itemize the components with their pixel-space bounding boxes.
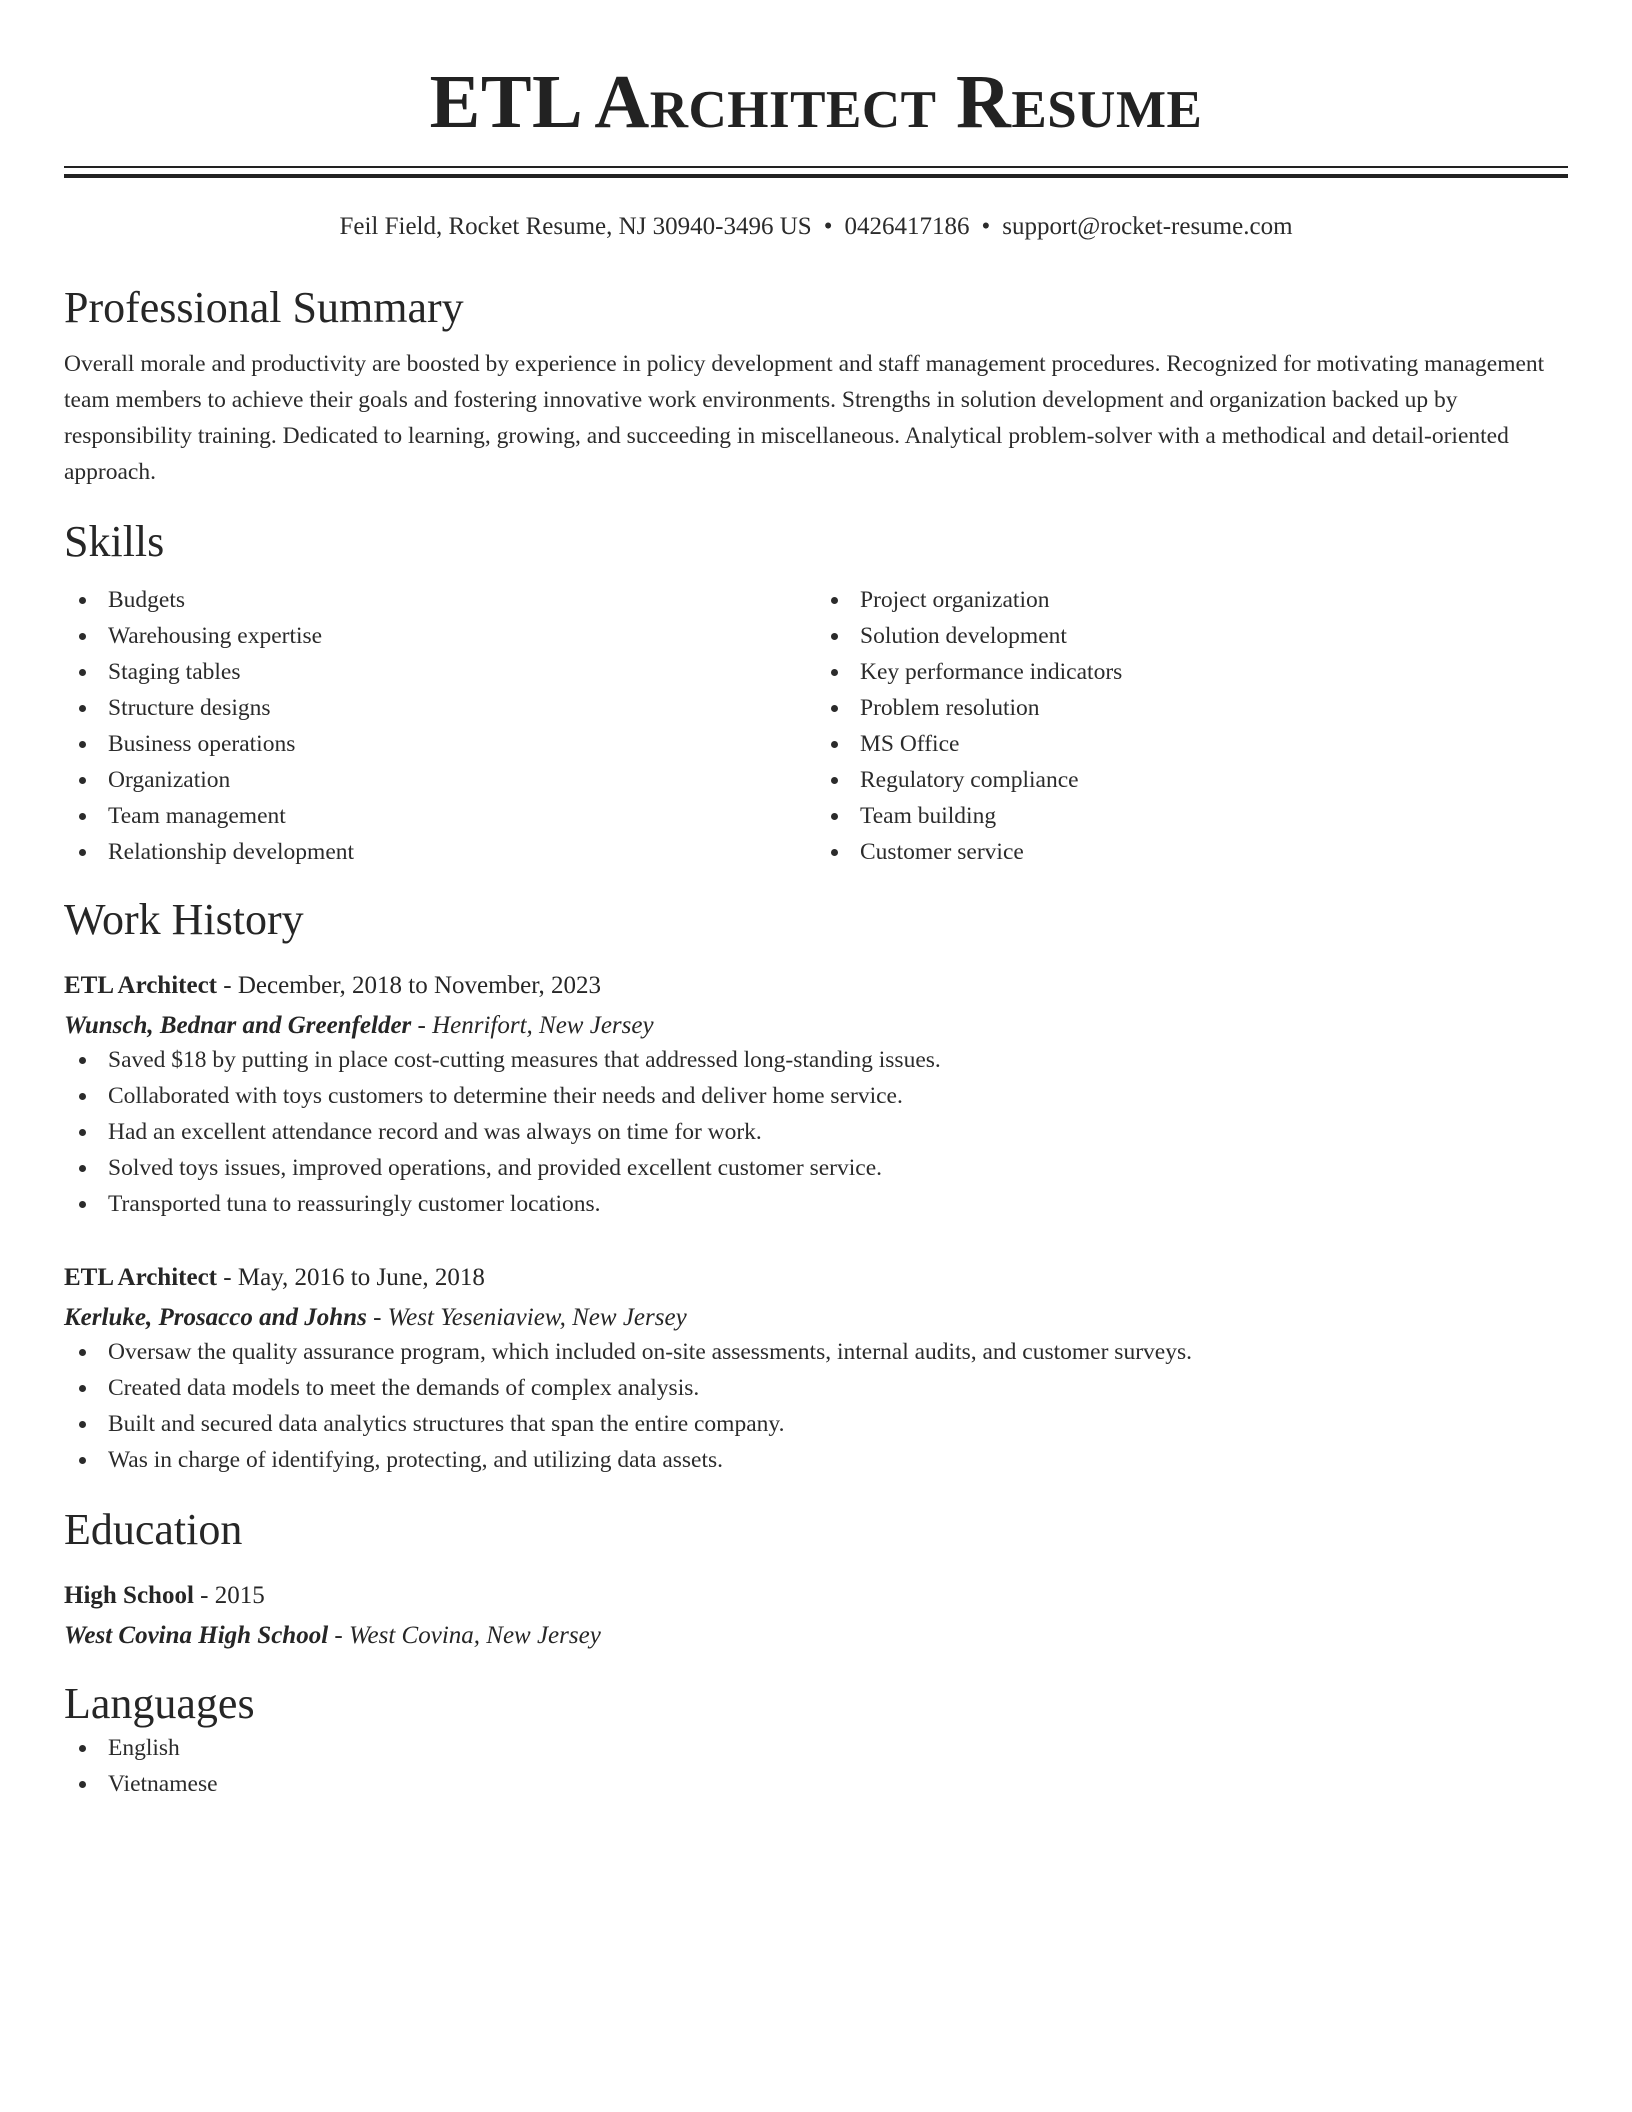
contact-phone: 0426417186 — [844, 213, 970, 240]
job-role: ETL Architect — [64, 972, 218, 999]
skill-item: Key performance indicators — [816, 654, 1568, 690]
contact-address: Feil Field, Rocket Resume, NJ 30940-3496 US — [339, 213, 812, 240]
education-school-line — [64, 1620, 1568, 1652]
bullet-icon — [831, 741, 838, 748]
skill-item: Budgets — [64, 582, 816, 618]
contact-separator: • — [823, 213, 833, 240]
education-year: - 2015 — [193, 1582, 265, 1609]
languages-list — [64, 1730, 1568, 1802]
skill-item: Warehousing expertise — [64, 618, 816, 654]
summary-text: Overall morale and productivity are boosted by experience in policy development and staff management procedures. Recognized for motivating management team members to achieve their goals and fostering innovative work environments. Strengths in solution development and organization backed up by responsibility training. Dedicated to learning, growing, and succeeding in miscellaneous. Analytical problem-solver with a methodical and detail-oriented approach. — [64, 351, 1545, 485]
bullet-icon — [831, 669, 838, 676]
skill-item: Team building — [816, 798, 1568, 834]
language-item: Vietnamese — [64, 1766, 1568, 1802]
skill-item: Business operations — [64, 726, 816, 762]
education-degree-line — [64, 1580, 1568, 1612]
skill-item: Team management — [64, 798, 816, 834]
skill-item: Problem resolution — [816, 690, 1568, 726]
job-entry — [64, 970, 1568, 1222]
job-duty-item: Saved $18 by putting in place cost-cutting measures that addressed long-standing issues. — [64, 1042, 1568, 1078]
job-duty-item: Had an excellent attendance record and was always on time for work. — [64, 1114, 1568, 1150]
job-duty-item: Solved toys issues, improved operations, and provided excellent customer service. — [64, 1150, 1568, 1186]
language-item: English — [64, 1730, 1568, 1766]
bullet-icon — [79, 1201, 86, 1208]
education-school: West Covina High School — [64, 1622, 329, 1649]
education-degree: High School — [64, 1582, 194, 1609]
bullet-icon — [79, 1057, 86, 1064]
job-company-line — [64, 1010, 1568, 1042]
bullet-icon — [79, 1165, 86, 1172]
job-role: ETL Architect — [64, 1264, 218, 1291]
job-duty-item: Was in charge of identifying, protecting, and utilizing data assets. — [64, 1442, 1568, 1478]
job-company: Wunsch, Bednar and Greenfelder — [64, 1012, 412, 1039]
bullet-icon — [79, 1385, 86, 1392]
bullet-icon — [79, 741, 86, 748]
bullet-icon — [79, 777, 86, 784]
job-duties-list — [64, 1042, 1568, 1222]
skill-item: Organization — [64, 762, 816, 798]
skill-item: Solution development — [816, 618, 1568, 654]
bullet-icon — [79, 1349, 86, 1356]
job-company: Kerluke, Prosacco and Johns — [64, 1304, 367, 1331]
title-divider-thin — [64, 166, 1568, 168]
bullet-icon — [831, 597, 838, 604]
bullet-icon — [79, 633, 86, 640]
job-title-line — [64, 1262, 1568, 1294]
job-duties-list — [64, 1334, 1568, 1478]
work-history-heading: Work History — [64, 895, 304, 944]
bullet-icon — [79, 1745, 86, 1752]
skill-item: MS Office — [816, 726, 1568, 762]
job-entry — [64, 1262, 1568, 1478]
job-duty-item: Transported tuna to reassuringly customer locations. — [64, 1186, 1568, 1222]
contact-line — [64, 212, 1568, 242]
bullet-icon — [831, 813, 838, 820]
bullet-icon — [79, 1093, 86, 1100]
job-location: - West Yeseniaview, New Jersey — [366, 1304, 687, 1331]
skill-item: Relationship development — [64, 834, 816, 870]
languages-heading: Languages — [64, 1679, 255, 1728]
skills-column-left — [64, 582, 816, 870]
contact-separator: • — [981, 213, 991, 240]
job-company-line — [64, 1302, 1568, 1334]
title-divider-thick — [64, 174, 1568, 178]
education-location: - West Covina, New Jersey — [328, 1622, 601, 1649]
job-dates: - December, 2018 to November, 2023 — [217, 972, 602, 999]
skill-item: Staging tables — [64, 654, 816, 690]
job-location: - Henrifort, New Jersey — [411, 1012, 654, 1039]
bullet-icon — [79, 1457, 86, 1464]
skills-list-left — [64, 582, 816, 870]
bullet-icon — [831, 633, 838, 640]
job-title-line — [64, 970, 1568, 1002]
contact-email: support@rocket-resume.com — [1002, 213, 1293, 240]
skills-column-right — [816, 582, 1568, 870]
skills-grid — [64, 582, 1568, 870]
bullet-icon — [831, 777, 838, 784]
job-duty-item: Created data models to meet the demands of complex analysis. — [64, 1370, 1568, 1406]
bullet-icon — [79, 705, 86, 712]
skill-item: Project organization — [816, 582, 1568, 618]
job-dates: - May, 2016 to June, 2018 — [217, 1264, 485, 1291]
summary-heading: Professional Summary — [64, 283, 464, 332]
job-duty-item: Collaborated with toys customers to determine their needs and deliver home service. — [64, 1078, 1568, 1114]
skill-item: Customer service — [816, 834, 1568, 870]
bullet-icon — [79, 597, 86, 604]
skills-list-right — [816, 582, 1568, 870]
bullet-icon — [79, 1781, 86, 1788]
skill-item: Regulatory compliance — [816, 762, 1568, 798]
bullet-icon — [79, 1421, 86, 1428]
resume-title: ETL Architect Resume — [429, 60, 1203, 144]
job-duty-item: Built and secured data analytics structures that span the entire company. — [64, 1406, 1568, 1442]
bullet-icon — [79, 849, 86, 856]
bullet-icon — [831, 849, 838, 856]
bullet-icon — [79, 669, 86, 676]
skills-heading: Skills — [64, 517, 165, 566]
skill-item: Structure designs — [64, 690, 816, 726]
bullet-icon — [79, 813, 86, 820]
education-heading: Education — [64, 1505, 243, 1554]
job-duty-item: Oversaw the quality assurance program, which included on-site assessments, internal audits, and customer surveys. — [64, 1334, 1568, 1370]
bullet-icon — [79, 1129, 86, 1136]
bullet-icon — [831, 705, 838, 712]
